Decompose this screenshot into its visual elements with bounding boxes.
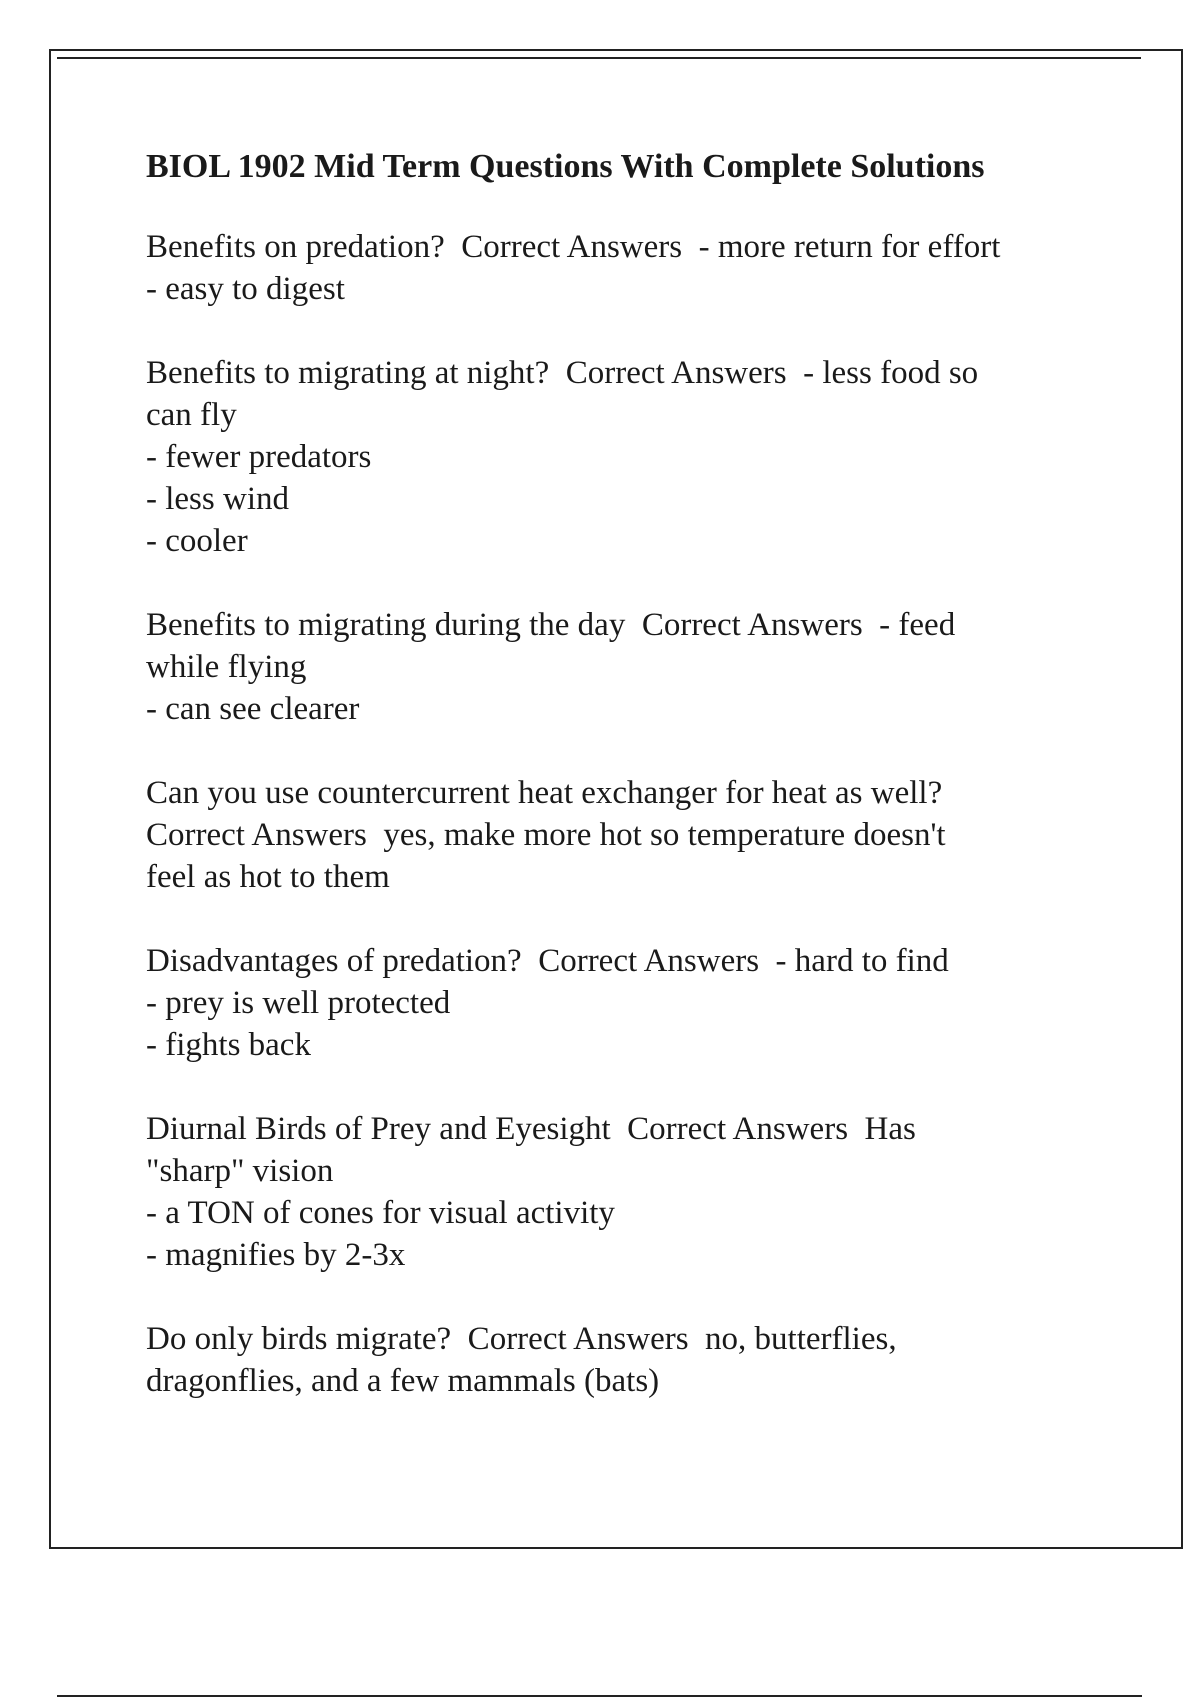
qa-line: - easy to digest [146, 271, 345, 307]
qa-line: - can see clearer [146, 691, 360, 727]
qa-entry [146, 940, 1096, 1066]
qa-line: - cooler [146, 523, 248, 559]
qa-line: dragonflies, and a few mammals (bats) [146, 1363, 660, 1399]
qa-line: while flying [146, 649, 307, 685]
qa-entry [146, 772, 1096, 898]
qa-line: - magnifies by 2-3x [146, 1237, 406, 1273]
qa-line: Correct Answers yes, make more hot so temperature doesn't [146, 817, 946, 853]
qa-line: - prey is well protected [146, 985, 451, 1021]
document-title: BIOL 1902 Mid Term Questions With Complete Solutions [146, 148, 985, 185]
bottom-rule [57, 1695, 1142, 1697]
qa-line: feel as hot to them [146, 859, 390, 895]
qa-line: "sharp" vision [146, 1153, 334, 1189]
qa-line: Benefits on predation? Correct Answers - more return for effort [146, 229, 1001, 265]
qa-line: Can you use countercurrent heat exchanger for heat as well? [146, 775, 943, 811]
qa-line: can fly [146, 397, 237, 433]
qa-entry [146, 604, 1096, 730]
qa-line: Benefits to migrating at night? Correct Answers - less food so [146, 355, 979, 391]
qa-line: Benefits to migrating during the day Correct Answers - feed [146, 607, 956, 643]
qa-line: - less wind [146, 481, 289, 517]
qa-entry [146, 352, 1096, 562]
qa-line: - a TON of cones for visual activity [146, 1195, 615, 1231]
qa-line: Diurnal Birds of Prey and Eyesight Correct Answers Has [146, 1111, 916, 1147]
document-body [146, 140, 1096, 1444]
qa-entry [146, 226, 1096, 310]
qa-entry [146, 1108, 1096, 1276]
qa-line: - fewer predators [146, 439, 372, 475]
qa-entry [146, 1318, 1096, 1402]
qa-line: - fights back [146, 1027, 311, 1063]
top-rule [57, 57, 1141, 59]
qa-line: Do only birds migrate? Correct Answers no, butterflies, [146, 1321, 897, 1357]
qa-line: Disadvantages of predation? Correct Answers - hard to find [146, 943, 949, 979]
